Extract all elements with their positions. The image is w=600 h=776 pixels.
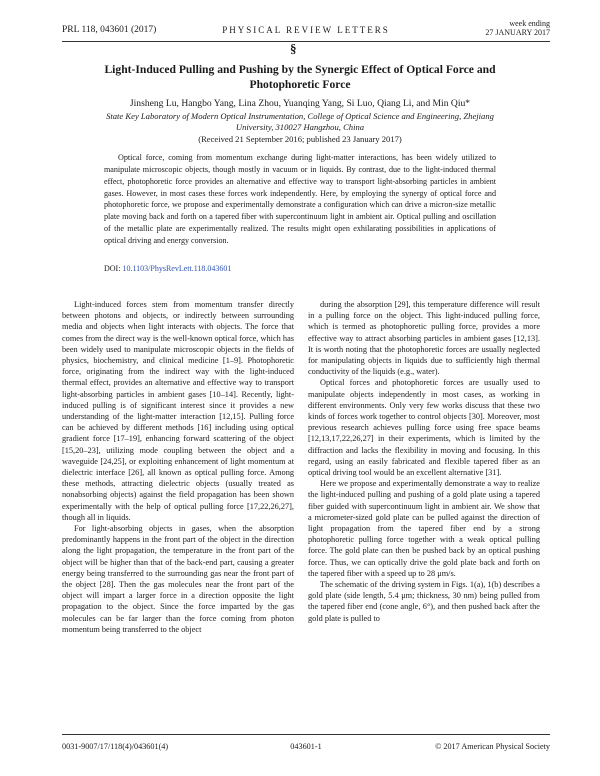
abstract: Optical force, coming from momentum exchange during light-matter interactions, has been widely utilized to manipulate microscopic objects, though mostly in vacuum or in liquids. By contrast, due to the light-induced thermal effect, photophoretic force provides an alternative and effective way to transport light-absorbing particles in ambient gases. However, in most cases these forces work independently. Here, by employing the synergy of optical force and photophoretic force, we propose and experimentally demonstrate a configuration which can drive a micron-size metallic plate moving back and forth on a tapered fiber with supercontinuum light in ambient air. Optical pulling and oscillation of the metallic plate are experimentally realized. The results might open exhilarating possibilities in applications of optical driving and energy conversion.	[104, 153, 496, 245]
week-ending-label: week ending	[509, 19, 550, 28]
doi-line	[104, 264, 231, 273]
running-header	[62, 19, 550, 41]
header-divider	[62, 41, 550, 42]
footer-divider	[62, 734, 550, 735]
issue-date	[485, 19, 550, 37]
issue-date-value: 27 JANUARY 2017	[485, 28, 550, 37]
doi-label: DOI:	[104, 264, 121, 273]
author-list: Jinsheng Lu, Hangbo Yang, Lina Zhou, Yuanqing Yang, Si Luo, Qiang Li, and Min Qiu*	[129, 98, 471, 109]
body-column-left	[62, 299, 294, 635]
page-footer	[62, 742, 550, 754]
aps-logo-icon: §	[290, 41, 297, 56]
paragraph: Here we propose and experimentally demonstrate a way to realize the light-induced pulling and pushing of a gold plate using a tapered fiber guided with supercontinuum light in ambient air. We show that a micrometer-sized gold plate can be pulled against the direction of light propagation from the tapered fiber end by a strong photophoretic pulling force together with a weak optical pulling force. The gold plate can then be pushed back by an optical pushing force. Thus, we can optically drive the gold plate back and forth on the tapered fiber with a speed up to 28 μm/s.	[308, 479, 540, 578]
body-column-right	[308, 299, 540, 624]
paragraph: The schematic of the driving system in Figs. 1(a), 1(b) describes a gold plate (side length, 5.4 μm; thickness, 30 nm) being pulled from the tapered fiber end (cone angle, 6°), and then pushed back after the gold plate is pulled to	[308, 580, 540, 623]
received-dates: (Received 21 September 2016; published 23 January 2017)	[198, 134, 402, 144]
paragraph: Light-induced forces stem from momentum transfer directly between photons and objects, or indirectly between surrounding media and objects when light interacts with objects. The force that comes from the direct way is the well-known optical force, which has been widely used to manipulate microscopic objects in the fields of physics, biochemistry, and clinical medicine [1–9]. Photophoretic force, originating from the indirect way with the light-induced thermal effect, provides an alternative and effective way to transport light-absorbing particles in ambient gases [10–14]. Recently, light-induced pulling is of significant interest since it provides a new understanding of the light-matter interaction [12,15]. Pulling force can be achieved by different methods [16] including using optical gradient force [17–19], enhancing forward scattering of the object [15,20–23], utilizing mode coupling between the object and a waveguide [24,25], or exploiting enhancement of light momentum at dielectric interface [26], all known as optical pulling force. Among these methods, attracting dielectric objects (usually treated as nonabsorbing objects) against the field propagation has been shown experimentally with the help of optical pulling force [17,22,26,27], though all in liquids.	[62, 300, 294, 522]
page-number: 043601-1	[290, 742, 322, 751]
footer-code: 0031-9007/17/118(4)/043601(4)	[62, 742, 169, 751]
copyright: © 2017 American Physical Society	[435, 742, 550, 751]
journal-name: PHYSICAL REVIEW LETTERS	[222, 25, 390, 35]
affiliation: State Key Laboratory of Modern Optical Instrumentation, College of Optical Science and Engineering, Zhejiang University, 310027 Hangzhou, China	[106, 111, 494, 132]
journal-reference: PRL 118, 043601 (2017)	[62, 25, 157, 35]
article-title: Light-Induced Pulling and Pushing by the Synergic Effect of Optical Force and Photophoretic Force	[104, 63, 496, 91]
paragraph: Optical forces and photophoretic forces are usually used to manipulate objects independently in most cases, as working in different environments. Only very few works discuss that these two kinds of forces work together to control objects [30]. Moreover, most previous research achieves pulling force using free space beams [12,13,17,22,26,27] in their experiments, which is limited by the diffraction and lacks the flexibility in moving and focusing. In this regard, using an easily fabricated and flexible tapered fiber as an optical driving tool would be an excellent alternative [31].	[308, 378, 540, 478]
paragraph: For light-absorbing objects in gases, when the absorption predominantly happens in the front part of the object in the direction along the light propagation, the temperature in the front part of the object will be higher than that of the back-end part, causing a greater energy being transferred to the surrounding gas near the front part of the object [28]. Then the gas molecules near the front part of the object will impart a larger force in a direction opposite the light propagation to the object. Since the force imparted by the gas molecules can be far larger than the force coming from photon momentum being transferred to the object	[62, 524, 294, 634]
paragraph: during the absorption [29], this temperature difference will result in a pulling force on the object. This light-induced pulling force, which is termed as photophoretic pulling force, provides a more effective way to attract absorbing particles in ambient gases [12,13]. It is worth noting that the photophoretic forces are usually neglected for manipulating objects in liquids due to sufficiently high thermal conductivity of the liquids (e.g., water).	[308, 300, 540, 377]
doi-link[interactable]: 10.1103/PhysRevLett.118.043601	[122, 264, 232, 273]
